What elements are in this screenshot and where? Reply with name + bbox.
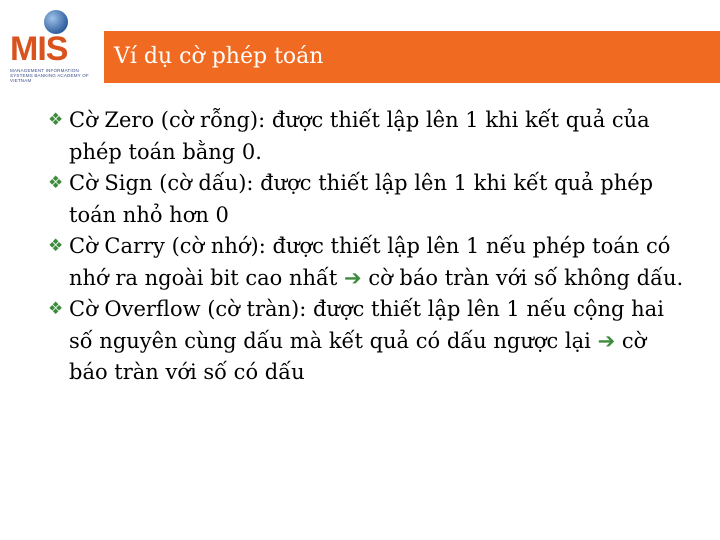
right-arrow-icon: ➔ [597, 328, 616, 353]
item-text: Cờ Carry (cờ nhớ): được thiết lập lên 1 nếu phép toán có nhớ ra ngoài bit cao nhất [69, 234, 671, 290]
mis-logo [4, 4, 100, 83]
title-bar [104, 31, 720, 83]
list-item [48, 294, 688, 389]
diamond-bullet-icon: ❖ [48, 110, 64, 130]
item-text: Cờ Overflow (cờ tràn): được thiết lập lên 1 nếu cộng hai số nguyên cùng dấu mà kết quả có dấu ngược lại [69, 297, 664, 353]
diamond-bullet-icon: ❖ [48, 236, 64, 256]
list-item [48, 231, 688, 294]
item-text-after: cờ báo tràn với số có dấu [69, 328, 647, 384]
bullet-list [48, 105, 688, 389]
item-text-after: cờ báo tràn với số không dấu. [368, 265, 684, 290]
logo-subtitle: MANAGEMENT INFORMATION SYSTEMS BANKING ACADEMY OF VIETNAM [10, 68, 89, 83]
logo-text: MIS [10, 30, 68, 68]
right-arrow-icon: ➔ [344, 265, 362, 290]
diamond-bullet-icon: ❖ [48, 299, 64, 319]
list-item [48, 105, 688, 168]
list-item [48, 168, 688, 231]
diamond-bullet-icon: ❖ [48, 173, 64, 193]
item-text: Cờ Sign (cờ dấu): được thiết lập lên 1 khi kết quả phép toán nhỏ hơn 0 [69, 171, 654, 227]
item-text: Cờ Zero (cờ rỗng): được thiết lập lên 1 khi kết quả của phép toán bằng 0. [69, 108, 650, 164]
slide-title: Ví dụ cờ phép toán [114, 44, 324, 69]
